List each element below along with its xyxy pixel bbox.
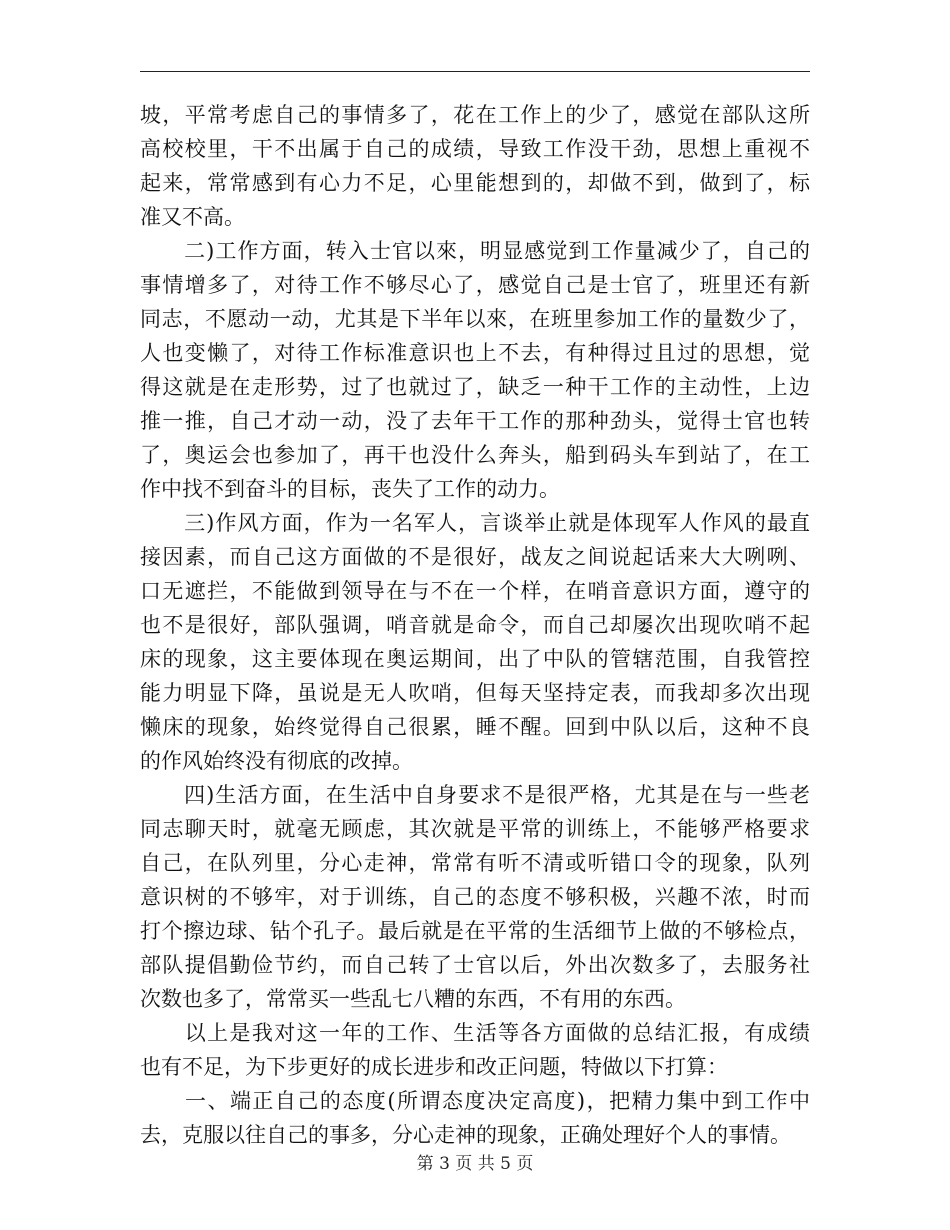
text-line: 的作风始终没有彻底的改掉。: [140, 749, 413, 773]
text-line: 事情增多了，对待工作不够尽心了，感觉自己是士官了，班里还有新: [140, 273, 810, 297]
text-line: 推一推，自己才动一动，没了去年干工作的那种劲头，觉得士官也转: [140, 409, 810, 433]
text-line: 同志聊天时，就毫无顾虑，其次就是平常的训练上，不能够严格要求: [140, 817, 810, 841]
text-line: 坡，平常考虑自己的事情多了，花在工作上的少了，感觉在部队这所: [140, 103, 810, 127]
page-footer: 第 3 页 共 5 页: [416, 1154, 534, 1174]
text-line: 作中找不到奋斗的目标，丧失了工作的动力。: [140, 477, 560, 501]
text-line: 起来，常常感到有心力不足，心里能想到的，却做不到，做到了，标: [140, 171, 810, 195]
text-line: 准又不高。: [140, 205, 245, 229]
text-line: 去，克服以往自己的事多，分心走神的现象，正确处理好个人的事情。: [140, 1123, 791, 1147]
text-line: 自己，在队列里，分心走神，常常有听不清或听错口令的现象，队列: [140, 851, 810, 875]
header-rule: [140, 71, 810, 72]
text-line: 三)作风方面，作为一名军人，言谈举止就是体现军人作风的最直: [140, 511, 810, 535]
text-line: 一、端正自己的态度(所谓态度决定高度)，把精力集中到工作中: [140, 1089, 810, 1113]
text-line: 部队提倡勤俭节约，而自己转了士官以后，外出次数多了，去服务社: [140, 953, 810, 977]
document-body: [140, 98, 810, 1152]
text-line: 打个擦边球、钻个孔子。最后就是在平常的生活细节上做的不够检点，: [140, 919, 810, 943]
text-line: 人也变懒了，对待工作标准意识也上不去，有种得过且过的思想，觉: [140, 341, 810, 365]
text-line: 懒床的现象，始终觉得自己很累，睡不醒。回到中队以后，这种不良: [140, 715, 810, 739]
text-line: 以上是我对这一年的工作、生活等各方面做的总结汇报，有成绩: [140, 1021, 810, 1045]
text-line: 也有不足，为下步更好的成长进步和改正问题，特做以下打算：: [140, 1055, 728, 1079]
text-line: 次数也多了，常常买一些乱七八糟的东西，不有用的东西。: [140, 987, 686, 1011]
text-line: 得这就是在走形势，过了也就过了，缺乏一种干工作的主动性，上边: [140, 375, 810, 399]
text-line: 同志，不愿动一动，尤其是下半年以來，在班里参加工作的量数少了，: [140, 307, 810, 331]
text-line: 高校校里，干不出属于自己的成绩，导致工作没干劲，思想上重视不: [140, 137, 810, 161]
text-line: 也不是很好，部队强调，哨音就是命令，而自己却屡次出现吹哨不起: [140, 613, 810, 637]
text-line: 四)生活方面，在生活中自身要求不是很严格，尤其是在与一些老: [140, 783, 810, 807]
text-line: 了，奥运会也参加了，再干也没什么奔头，船到码头车到站了，在工: [140, 443, 810, 467]
text-line: 口无遮拦，不能做到领导在与不在一个样，在哨音意识方面，遵守的: [140, 579, 810, 603]
text-line: 接因素，而自己这方面做的不是很好，战友之间说起话来大大咧咧、: [140, 545, 810, 569]
text-line: 床的现象，这主要体现在奥运期间，出了中队的管辖范围，自我管控: [140, 647, 810, 671]
text-line: 二)工作方面，转入士官以來，明显感觉到工作量减少了，自己的: [140, 239, 810, 263]
text-line: 意识树的不够牢，对于训练，自己的态度不够积极，兴趣不浓，时而: [140, 885, 810, 909]
text-line: 能力明显下降，虽说是无人吹哨，但每天坚持定表，而我却多次出现: [140, 681, 810, 705]
